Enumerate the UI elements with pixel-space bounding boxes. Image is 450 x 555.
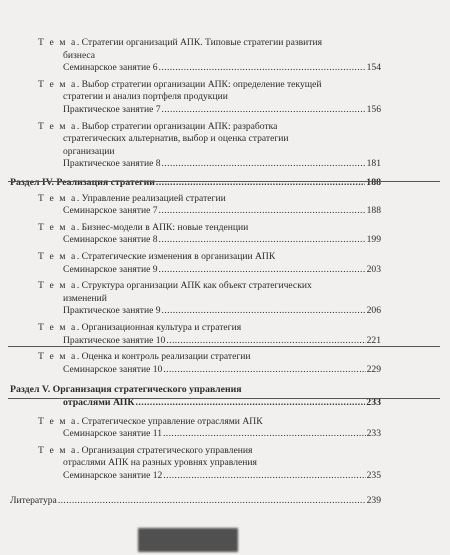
topic-title-cont [63,90,228,103]
toc-entry-label: Семинарское занятие 7 [63,205,158,217]
topic-text: изменений [63,292,107,304]
topic-text: Стратегическое управление отраслями АПК [81,415,263,427]
section-heading-cont-page: 233 [366,397,381,408]
dot-leader [163,469,365,482]
topic-text: Стратегические изменения в организации АПК [81,251,276,262]
toc-entry-label: Практическое занятие 8 [63,158,161,170]
topic-title: Т е м а. Оценка и контроль реализации стратегии [38,351,251,363]
divider-rule [8,398,440,399]
toc-entry [63,61,381,74]
divider-rule [8,181,440,182]
toc-entry-page: 221 [366,334,381,346]
topic-prefix: Т е м а [38,322,77,333]
topic-prefix: Т е м а [38,251,77,262]
dot-leader [166,334,365,347]
topic-title-cont [63,456,257,469]
toc-entry [63,233,381,246]
dot-leader [159,61,366,74]
toc-entry [63,204,381,217]
topic-text: Бизнес-модели в АПК: новые тенденции [81,221,249,233]
references-entry-label: Литература [10,494,57,506]
dot-leader [156,176,365,189]
topic-prefix: Т е м а [38,37,77,48]
dot-leader [162,103,366,116]
section-heading-label: Раздел IV. Реализация стратегии [10,177,155,188]
section-heading-text: Раздел V. Организация стратегического управления [10,384,242,396]
topic-title: Т е м а. Структура организации АПК как объект стратегических [38,280,312,292]
topic-text: Организация стратегического управления [81,444,253,456]
toc-entry [63,469,381,482]
toc-entry-page: 181 [366,158,381,170]
toc-entry [63,363,381,376]
topic-title-cont [63,49,95,62]
dot-leader [162,304,366,317]
topic-title: Т е м а. Стратегические изменения в организации АПК [38,251,276,262]
references-entry [10,494,381,507]
toc-entry-label: Семинарское занятие 12 [63,470,163,481]
topic-text: бизнеса [63,49,96,61]
toc-entry-label: Семинарское занятие 8 [63,234,158,246]
dot-leader [163,363,365,376]
topic-title: Т е м а. Стратегическое управление отраслями АПК [38,415,263,427]
toc-entry-page: 233 [366,428,381,440]
topic-prefix: Т е м а [38,221,77,233]
references-entry-page: 239 [366,494,381,506]
section-heading [10,383,242,396]
topic-title: Т е м а. Организация стратегического управления [38,444,253,456]
topic-title: Т е м а. Выбор стратегии организации АПК: разработка [38,120,278,132]
toc-entry-label: Семинарское занятие 10 [63,363,163,375]
toc-entry-label: Практическое занятие 7 [63,104,161,115]
toc-entry-page: 203 [366,263,381,275]
toc-entry-label: Практическое занятие 10 [63,334,166,346]
topic-text: Управление реализацией стратегии [81,192,226,204]
topic-text: Структура организации АПК как объект стратегических [81,280,312,292]
topic-text: стратегических альтернатив, выбор и оценка стратегии [63,133,289,145]
dot-leader [159,263,366,276]
section-heading [10,176,381,189]
section-heading-cont-label: отраслями АПК [63,397,135,408]
toc-entry-page: 235 [366,470,381,481]
topic-title: Т е м а. Бизнес-модели в АПК: новые тенденции [38,221,249,233]
toc-entry [63,263,381,276]
toc-entry [63,427,381,440]
toc-entry-page: 199 [366,234,381,246]
topic-title: Т е м а. Выбор стратегии организации АПК: определение текущей [38,78,322,90]
topic-prefix: Т е м а [38,351,77,363]
toc-entry-page: 188 [366,205,381,217]
dot-leader [159,233,366,246]
topic-text: Организационная культура и стратегия [81,322,242,333]
topic-prefix: Т е м а [38,280,77,292]
topic-text: организации [63,145,115,157]
dot-leader [163,427,366,440]
topic-text: Выбор стратегии организации АПК: разработка [81,120,278,132]
topic-title: Т е м а. Организационная культура и стратегия [38,322,242,333]
toc-entry-label: Практическое занятие 9 [63,305,161,317]
topic-title: Т е м а. Управление реализацией стратегии [38,192,226,204]
scan-artifact [138,528,238,552]
topic-title: Т е м а. Стратегии организаций АПК. Типовые стратегии развития [38,37,323,48]
toc-entry-label: Семинарское занятие 9 [63,263,158,275]
topic-title-cont [63,132,289,145]
toc-entry [63,334,381,347]
topic-text: Оценка и контроль реализации стратегии [81,351,251,363]
topic-title-cont [63,145,115,158]
topic-text: стратегии и анализ портфеля продукции [63,91,228,103]
dot-leader [159,204,366,217]
topic-title-cont [63,292,107,305]
topic-prefix: Т е м а [38,444,77,456]
topic-text: Стратегии организаций АПК. Типовые стратегии развития [81,37,323,48]
topic-text: Выбор стратегии организации АПК: определение текущей [81,78,322,90]
dot-leader [162,157,366,170]
toc-entry [63,103,381,116]
toc-entry-page: 206 [366,305,381,317]
dot-leader [58,494,366,507]
topic-text: отраслями АПК на разных уровнях управления [63,457,257,469]
topic-prefix: Т е м а [38,78,77,90]
toc-entry [63,304,381,317]
toc-entry-page: 156 [366,104,381,115]
topic-prefix: Т е м а [38,120,77,132]
section-heading-page: 188 [366,177,381,188]
toc-entry-label: Семинарское занятие 11 [63,428,162,440]
toc-entry-page: 229 [366,363,381,375]
topic-prefix: Т е м а [38,415,77,427]
divider-rule [8,346,440,347]
toc-entry [63,157,381,170]
toc-entry-label: Семинарское занятие 6 [63,62,158,74]
toc-entry-page: 154 [366,62,381,74]
topic-prefix: Т е м а [38,192,77,204]
